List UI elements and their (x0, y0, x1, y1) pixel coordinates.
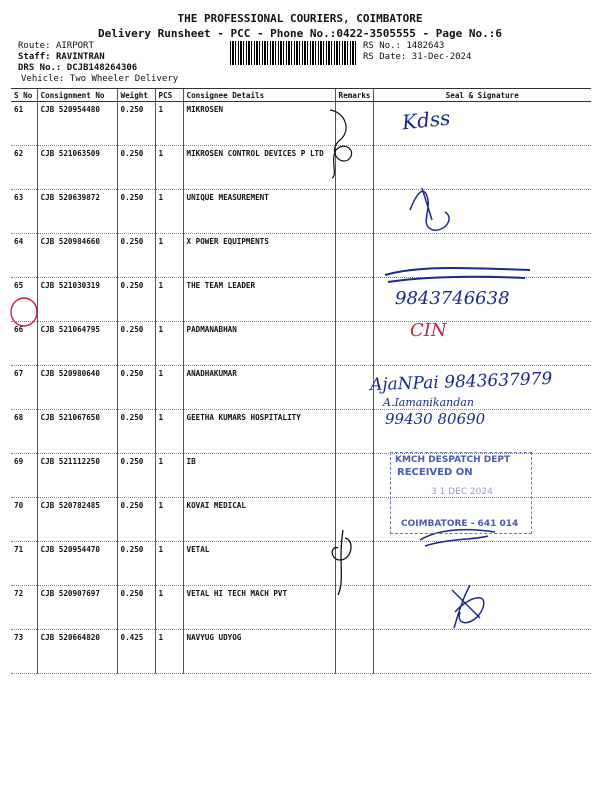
cell-seal (373, 630, 591, 674)
cell-pcs: 1 (155, 498, 183, 542)
cell-pcs: 1 (155, 234, 183, 278)
cell-pcs: 1 (155, 410, 183, 454)
rs-no-value: 1482643 (406, 41, 445, 51)
cell-consignment: CJB 520984660 (37, 234, 117, 278)
cell-weight: 0.250 (117, 278, 155, 322)
row65-phone: 9843746638 (395, 288, 510, 309)
row66-note: CIN (410, 320, 447, 341)
cell-remarks (335, 586, 373, 630)
table-row (11, 586, 591, 630)
cell-weight: 0.250 (117, 454, 155, 498)
cell-seal (373, 586, 591, 630)
cell-weight: 0.250 (117, 586, 155, 630)
vehicle-value: Two Wheeler Delivery (69, 74, 179, 84)
cell-remarks (335, 498, 373, 542)
cell-weight: 0.250 (117, 234, 155, 278)
cell-consignee: UNIQUE MEASUREMENT (183, 190, 335, 234)
stamp-line3: 3 1 DEC 2024 (431, 487, 493, 497)
cell-consignment: CJB 520782485 (37, 498, 117, 542)
table-row (11, 630, 591, 674)
cell-consignment: CJB 520639872 (37, 190, 117, 234)
rs-no-label: RS No.: (363, 41, 401, 51)
route-value: AIRPORT (55, 41, 94, 51)
cell-seal (373, 322, 591, 366)
table-row (11, 322, 591, 366)
cell-sno: 66 (11, 322, 37, 366)
staff-value: RAVINTRAN (55, 52, 105, 62)
cell-remarks (335, 322, 373, 366)
cell-consignee: VETAL HI TECH MACH PVT (183, 586, 335, 630)
cell-sno: 72 (11, 586, 37, 630)
cell-sno: 67 (11, 366, 37, 410)
cell-sno: 62 (11, 146, 37, 190)
cell-consignee: GEETHA KUMARS HOSPITALITY (183, 410, 335, 454)
drs-label: DRS No.: (18, 63, 62, 73)
cell-sno: 69 (11, 454, 37, 498)
table-row (11, 542, 591, 586)
cell-sno: 68 (11, 410, 37, 454)
table-row (11, 410, 591, 454)
cell-remarks (335, 542, 373, 586)
stamp-line1: KMCH DESPATCH DEPT (395, 455, 511, 465)
rs-no-line (363, 41, 444, 52)
cell-consignment: CJB 521063509 (37, 146, 117, 190)
cell-consignment: CJB 520954470 (37, 542, 117, 586)
cell-consignment: CJB 521030319 (37, 278, 117, 322)
table-row (11, 146, 591, 190)
route-label: Route: (18, 41, 51, 51)
cell-consignment: CJB 521067650 (37, 410, 117, 454)
cell-pcs: 1 (155, 278, 183, 322)
cell-sno: 71 (11, 542, 37, 586)
cell-pcs: 1 (155, 322, 183, 366)
cell-consignment: CJB 520954480 (37, 102, 117, 146)
row68-line2: A.Iamanikandan (383, 396, 474, 409)
cell-remarks (335, 190, 373, 234)
cell-pcs: 1 (155, 190, 183, 234)
drs-value: DCJB148264306 (66, 63, 138, 73)
cell-remarks (335, 102, 373, 146)
runsheet-subtitle: Delivery Runsheet - PCC - Phone No.:0422-3505555 - Page No.:6 (98, 27, 502, 40)
cell-consignee: THE TEAM LEADER (183, 278, 335, 322)
cell-consignee: ANADHAKUMAR (183, 366, 335, 410)
table-row (11, 102, 591, 146)
cell-weight: 0.250 (117, 410, 155, 454)
row68-phone: 99430 80690 (385, 410, 486, 428)
cell-pcs: 1 (155, 102, 183, 146)
cell-remarks (335, 630, 373, 674)
cell-remarks (335, 410, 373, 454)
cell-consignee: KOVAI MEDICAL (183, 498, 335, 542)
cell-consignee: NAVYUG UDYOG (183, 630, 335, 674)
cell-consignee: MIKROSEN CONTROL DEVICES P LTD (183, 146, 335, 190)
col-seal: Seal & Signature (373, 89, 591, 102)
cell-consignment: CJB 520664820 (37, 630, 117, 674)
company-title: THE PROFESSIONAL COURIERS, COIMBATORE (177, 12, 423, 25)
cell-remarks (335, 454, 373, 498)
col-remarks: Remarks (335, 89, 373, 102)
cell-consignee: X POWER EQUIPMENTS (183, 234, 335, 278)
cell-weight: 0.425 (117, 630, 155, 674)
cell-remarks (335, 146, 373, 190)
cell-sno: 70 (11, 498, 37, 542)
cell-pcs: 1 (155, 542, 183, 586)
cell-seal (373, 542, 591, 586)
row68-line1: AjaNPai 9843637979 (369, 368, 553, 396)
cell-consignee: VETAL (183, 542, 335, 586)
route-line (18, 41, 94, 52)
barcode (230, 41, 356, 65)
table-header-row (11, 89, 591, 102)
cell-remarks (335, 234, 373, 278)
cell-weight: 0.250 (117, 498, 155, 542)
cell-seal (373, 190, 591, 234)
cell-sno: 61 (11, 102, 37, 146)
cell-seal (373, 146, 591, 190)
cell-consignee: IB (183, 454, 335, 498)
col-pcs: PCS (155, 89, 183, 102)
rs-date-label: RS Date: (363, 52, 407, 62)
cell-sno: 65 (11, 278, 37, 322)
cell-pcs: 1 (155, 630, 183, 674)
cell-sno: 73 (11, 630, 37, 674)
cell-sno: 64 (11, 234, 37, 278)
table-row (11, 190, 591, 234)
col-sno: S No (11, 89, 37, 102)
cell-seal (373, 234, 591, 278)
cell-pcs: 1 (155, 586, 183, 630)
cell-consignment: CJB 521064795 (37, 322, 117, 366)
staff-label: Staff: (18, 52, 51, 62)
cell-weight: 0.250 (117, 102, 155, 146)
col-consignment: Consignment No (37, 89, 117, 102)
stamp-line4: COIMBATORE - 641 014 (401, 519, 519, 529)
cell-weight: 0.250 (117, 542, 155, 586)
received-stamp (390, 452, 532, 534)
row61-signature: Kdss (400, 105, 452, 135)
rs-date-line (363, 52, 471, 63)
cell-consignee: PADMANABHAN (183, 322, 335, 366)
col-weight: Weight (117, 89, 155, 102)
vehicle-line (21, 74, 178, 85)
stamp-line2: RECEIVED ON (397, 467, 473, 478)
cell-pcs: 1 (155, 146, 183, 190)
cell-consignee: MIKROSEN (183, 102, 335, 146)
cell-consignment: CJB 521112250 (37, 454, 117, 498)
cell-sno: 63 (11, 190, 37, 234)
staff-line (18, 52, 105, 63)
cell-weight: 0.250 (117, 322, 155, 366)
cell-weight: 0.250 (117, 146, 155, 190)
cell-consignment: CJB 520980640 (37, 366, 117, 410)
drs-line (18, 63, 137, 74)
table-row (11, 234, 591, 278)
cell-weight: 0.250 (117, 366, 155, 410)
cell-pcs: 1 (155, 454, 183, 498)
rs-date-value: 31-Dec-2024 (411, 52, 472, 62)
vehicle-label: Vehicle: (21, 74, 65, 84)
cell-consignment: CJB 520907697 (37, 586, 117, 630)
cell-remarks (335, 366, 373, 410)
col-consignee: Consignee Details (183, 89, 335, 102)
cell-weight: 0.250 (117, 190, 155, 234)
cell-remarks (335, 278, 373, 322)
cell-pcs: 1 (155, 366, 183, 410)
